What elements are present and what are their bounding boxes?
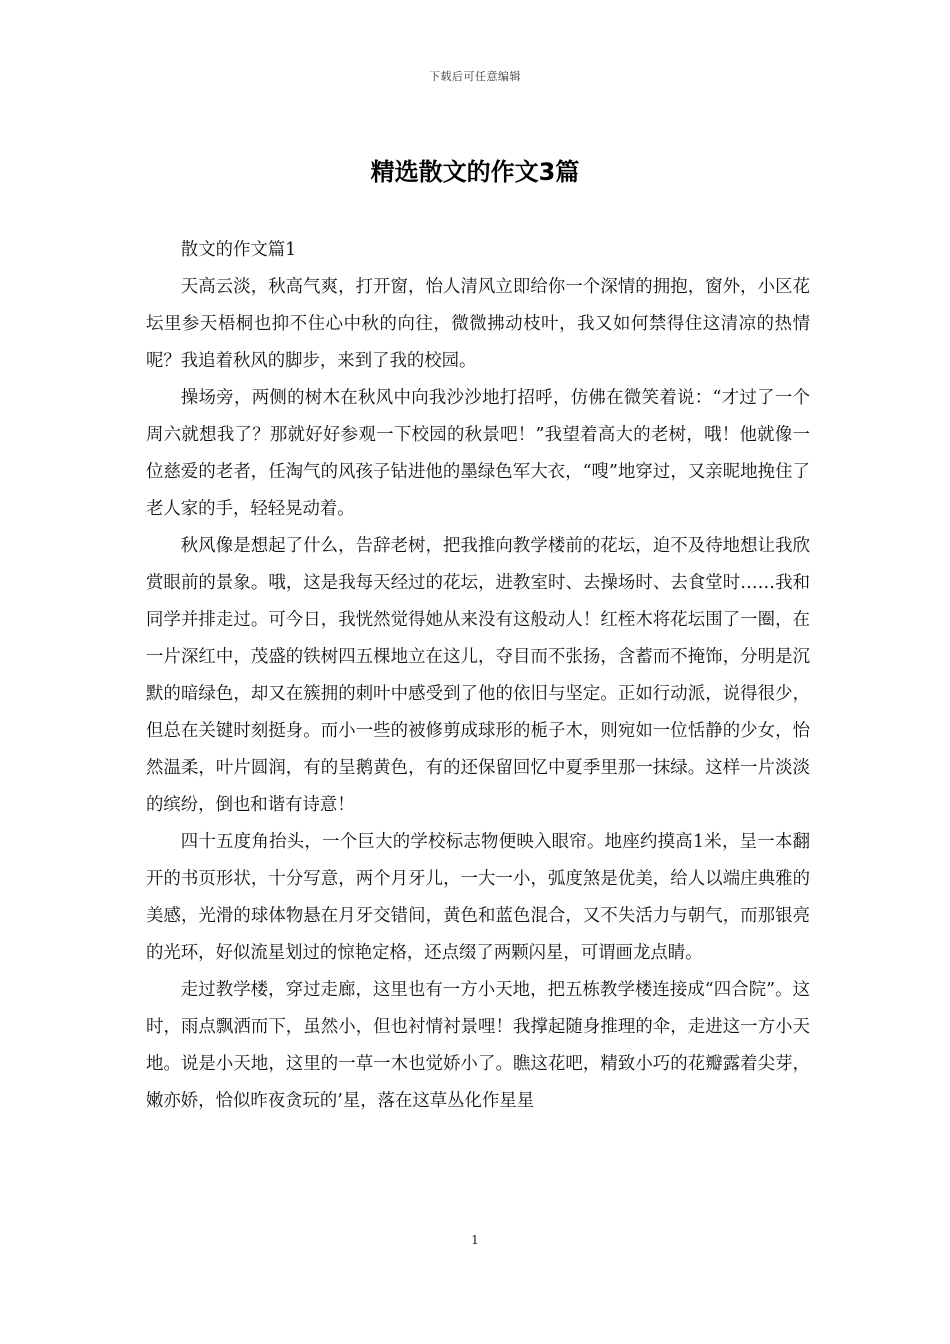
paragraph: 四十五度角抬头，一个巨大的学校标志物便映入眼帘。地座约摸高1米，呈一本翻开的书页形状，十分写意，两个月牙儿，一大一小，弧度煞是优美，给人以端庄典雅的美感，光滑的球体物悬在月牙交错间，黄色和蓝色混合，又不失活力与朝气，而那银亮的光环，好似流星划过的惊艳定格，还点缀了两颗闪星，可谓画龙点睛。 — [146, 832, 810, 963]
paragraph: 操场旁，两侧的树木在秋风中向我沙沙地打招呼，仿佛在微笑着说：“才过了一个周六就想我了？那就好好参观一下校园的秋景吧！”我望着高大的老树，哦！他就像一位慈爱的老者，任淘气的风孩子钻进他的墨绿色军大衣，“嗖”地穿过，又亲昵地挽住了老人家的手，轻轻晃动着。 — [146, 388, 810, 519]
paragraph: 走过教学楼，穿过走廊，这里也有一方小天地，把五栋教学楼连接成“四合院”。这时，雨点飘洒而下，虽然小，但也衬情衬景哩！我撑起随身推理的伞，走进这一方小天地。说是小天地，这里的一草一木也觉娇小了。瞧这花吧，精致小巧的花瓣露着尖芽，嫩亦娇，恰似昨夜贪玩的’星，落在这草丛化作星星 — [146, 980, 810, 1111]
page-title: 精选散文的作文3篇 — [370, 158, 580, 186]
paragraph: 秋风像是想起了什么，告辞老树，把我推向教学楼前的花坛，迫不及待地想让我欣赏眼前的景象。哦，这是我每天经过的花坛，进教室时、去操场时、去食堂时……我和同学并排走过。可今日，我恍然觉得她从来没有这般动人！红桎木将花坛围了一圈，在一片深红中，茂盛的铁树四五棵地立在这儿，夺目而不张扬，含蓄而不掩饰，分明是沉默的暗绿色，却又在簇拥的刺叶中感受到了他的依旧与坚定。正如行动派，说得很少，但总在关键时刻挺身。而小一些的被修剪成球形的栀子木，则宛如一位恬静的少女，怡然温柔，叶片圆润，有的呈鹅黄色，有的还保留回忆中夏季里那一抹绿。这样一片淡淡的缤纷，倒也和谐有诗意！ — [146, 536, 810, 815]
page-number: 1 — [471, 1233, 479, 1247]
header-note: 下载后可任意编辑 — [429, 70, 521, 83]
section-heading: 散文的作文篇1 — [180, 240, 297, 260]
paragraph: 天高云淡，秋高气爽，打开窗，怡人清风立即给你一个深情的拥抱，窗外，小区花坛里参天梧桐也抑不住心中秋的向往，微微拂动枝叶，我又如何禁得住这清凉的热情呢？我追着秋风的脚步，来到了我的校园。 — [146, 277, 810, 371]
document-body — [146, 232, 810, 1120]
